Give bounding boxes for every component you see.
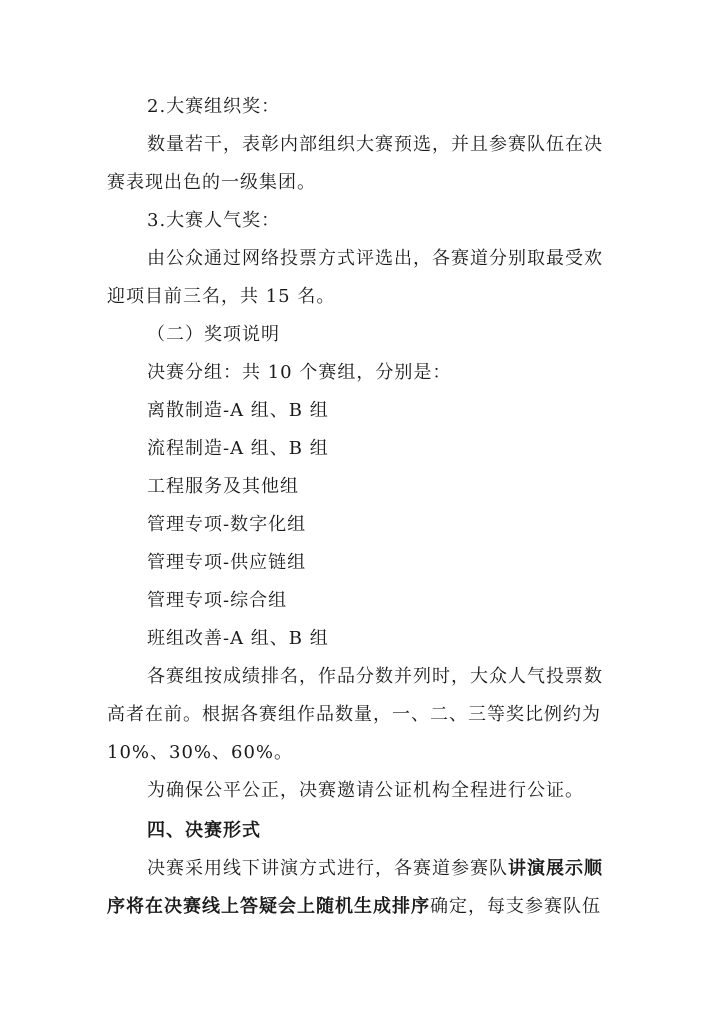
group-list-item: 工程服务及其他组 bbox=[147, 476, 299, 497]
paragraph-line: 高者在前。根据各赛组作品数量，一、二、三等奖比例约为 bbox=[107, 704, 601, 725]
group-list-item: 班组改善-A 组、B 组 bbox=[147, 628, 329, 649]
group-list-item: 管理专项-数字化组 bbox=[147, 514, 307, 535]
group-list-item: 管理专项-综合组 bbox=[147, 590, 288, 611]
award-organization-title: 2.大赛组织奖： bbox=[147, 96, 281, 117]
paragraph-line bbox=[147, 857, 603, 881]
paragraph-line: 各赛组按成绩排名，作品分数并列时，大众人气投票数 bbox=[147, 666, 603, 687]
section-heading: 四、决赛形式 bbox=[147, 820, 261, 841]
group-list-item: 离散制造-A 组、B 组 bbox=[147, 400, 329, 421]
paragraph-line bbox=[107, 895, 601, 919]
paragraph-line: 数量若干，表彰内部组织大赛预选，并且参赛队伍在决 bbox=[147, 134, 603, 155]
paragraph-text: 确定，每支参赛队伍 bbox=[430, 896, 601, 917]
paragraph-line: 10%、30%、60%。 bbox=[107, 742, 294, 763]
paragraph-line: 迎项目前三名，共 15 名。 bbox=[107, 286, 336, 307]
paragraph-line: 决赛分组：共 10 个赛组，分别是： bbox=[147, 362, 452, 383]
award-popularity-title: 3.大赛人气奖： bbox=[147, 210, 281, 231]
group-list-item: 流程制造-A 组、B 组 bbox=[147, 438, 329, 459]
paragraph-line: 为确保公平公正，决赛邀请公证机构全程进行公证。 bbox=[147, 780, 584, 801]
paragraph-text: 决赛采用线下讲演方式进行，各赛道参赛队 bbox=[147, 858, 508, 879]
group-list-item: 管理专项-供应链组 bbox=[147, 552, 307, 573]
section-subheading: （二）奖项说明 bbox=[147, 324, 280, 345]
paragraph-line: 赛表现出色的一级集团。 bbox=[107, 172, 316, 193]
emphasis-text: 讲演展示顺 bbox=[508, 858, 603, 879]
emphasis-text: 序将在决赛线上答疑会上随机生成排序 bbox=[107, 896, 430, 917]
paragraph-line: 由公众通过网络投票方式评选出，各赛道分别取最受欢 bbox=[147, 248, 603, 269]
